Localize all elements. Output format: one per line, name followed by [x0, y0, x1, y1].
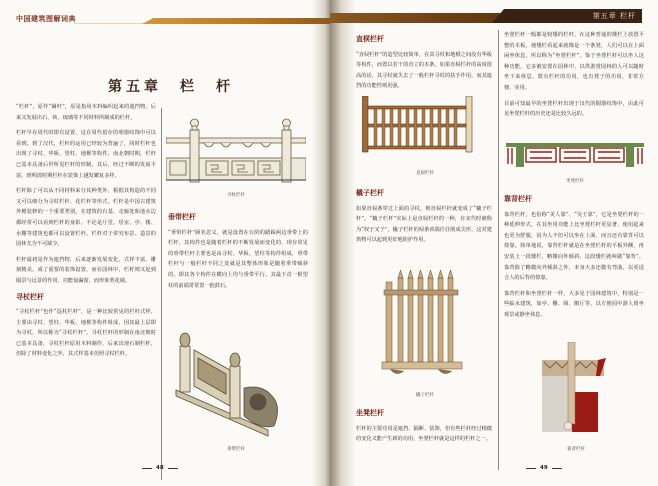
column-divider: [161, 108, 162, 480]
section-body: “直棂栏杆”的造型比较简单，在其寻杖和地栿之间没有华板等构件，而置以若干的直立的木条。如果直棂栏杆的高度很高的话，其寻杖就失去了一般栏杆寻杖的扶手作用，而其遮挡的功能性则更强。: [356, 51, 492, 90]
figure-caption: 垂带栏杆: [227, 447, 245, 452]
section-body: 靠背栏杆，也俗称“美人靠”、“吴王靠”，它是坐凳栏杆的一种延伸形式，在其坐用功能上比坐凳栏杆更显著，使用起来也更为舒服，因为人不但可以坐在上面，而且还有靠背可以倚靠。简单地说，靠背栏杆就是在坐凳栏杆的平板外侧，再安装上一段矮栏，略微向外倾斜，这段矮栏就叫做“靠背”。靠背除了略微向外倾斜之外，本身大多还微有弯曲，以更适合人的后背的倚靠。: [504, 211, 644, 282]
dash: [526, 468, 536, 469]
right-text-column-2: [504, 190, 644, 326]
section-body: “垂带栏杆”顾名思义，就是设置在台阶的踏跺两边垂带上的栏杆，其构件也是随着栏杆的不断发展而变化的，现存常见的垂带栏杆主要也是由寻杖、华板、望柱等构件组成，垂带栏杆与一般栏杆不同之处就是其整体形象是随着垂带倾斜的，即其各个构件在横向上均与垂带平行。其最下首一根望柱的前端常常置一抱鼓石。: [168, 229, 308, 289]
section-title: 靠背栏杆: [504, 195, 532, 203]
chapter-label: 第五章 栏杆: [592, 12, 636, 20]
railing-illustration: [166, 108, 306, 184]
figure-caption: 坐凳栏杆: [566, 179, 584, 184]
figure-zhiling-railing: [362, 96, 488, 154]
left-text-column-3: [356, 404, 492, 450]
header-rule: [74, 23, 154, 24]
intro-paragraph: “栏杆”，原作“阑杆”，原是指用木料编织起来的遮挡物，后来又发展出石、砖、琉璃等不同材料所制成的栏杆。: [16, 104, 156, 121]
dash: [168, 468, 178, 469]
chapter-title: 第五章 栏 杆: [108, 79, 234, 95]
book-title: 中国建筑图解词典: [16, 15, 76, 23]
railing-illustration: [380, 268, 470, 380]
left-text-column: [356, 30, 492, 97]
page-number: [142, 465, 178, 471]
railing-illustration: [506, 140, 644, 168]
spine-shadow: [330, 0, 356, 486]
intro-paragraph: 栏杆除了可以从不同材料来分其种类外，根据其构造的不同又可以细分为寻杖栏杆、花栏杆等形式。栏杆是中国古建筑外檐装修的一个重要类别，在建筑的台基、走廊处和池水边都经常可以看到栏杆的身影。不论是厅堂、居室、亭、楼、水榭等建筑也都可以设置栏杆。栏杆对于讲究布景、造景的园林尤为不可缺少。: [16, 188, 156, 248]
railing-illustration: [542, 342, 610, 434]
railing-illustration: [362, 96, 488, 154]
page-number-text: 48: [156, 465, 164, 471]
figure-qiaozi-railing: [380, 268, 470, 380]
section-title: 垂带栏杆: [168, 213, 196, 221]
section-title: 直棂栏杆: [356, 35, 384, 43]
page-number-text: 49: [540, 465, 548, 471]
left-text-column: [16, 102, 156, 365]
section-body: 靠背栏杆和坐凳栏杆一样，大多见于园林建筑中，特别是一些临水建筑，如亭、榭、阁、敞厅等，以方便园中游人倚坐观景或静坐休息。: [504, 290, 644, 318]
section-body: 如果直棂条穿过上面的寻杖，则直棂栏杆就变成了“橇子栏杆”。“橇子栏杆”实际上是直棂栏杆的一种，在宋代时被称为“杈子叉子”，橇子栏杆的棂条顶端往往削成尖形，这对建筑物可以起到更好地防护作用。: [356, 205, 492, 244]
figure-kaobei-railing: [542, 342, 610, 434]
figure-zuodeng-railing: [506, 140, 644, 168]
intro-paragraph: 栏杆最初是作为遮挡物，后来逐渐发展变化，式样丰富，雕刻精美，成了重要的装饰设置，而在园林中，栏杆则又起到隔景与远景的作用，功能似漏窗，而形象类花墙。: [16, 256, 156, 284]
figure-caption: 寻杖栏杆: [227, 193, 245, 198]
railing-illustration: [172, 322, 300, 440]
figure-xunzhang-railing: [166, 108, 306, 184]
section-body: 坐凳栏杆一般都是较矮的栏杆，在这种普通的矮栏上放置平整的木板，使矮栏看起来就像是一个条凳，人们可以在上面闲坐休息，所以称为“坐凳栏杆”。鉴于坐凳栏杆可以坐人这种功能，它多被安置在园林中，以供游赏园林的人可以随时坐下来休息，既有栏杆的功用，也有凳子的功用，非常方便、实用。: [504, 32, 644, 91]
header-bar: [142, 18, 330, 24]
right-text-column: [504, 30, 644, 125]
left-text-column-2: [356, 184, 492, 251]
page-number: [526, 465, 562, 471]
section-title: 寻杖栏杆: [16, 292, 44, 301]
dash: [142, 468, 152, 469]
figure-chuidai-railing: [172, 322, 300, 440]
spine-shadow: [312, 0, 330, 486]
section-title: 坐凳栏杆: [356, 409, 384, 417]
intro-paragraph: 栏杆早在周代时即有设置，这在周代留存的明器纹饰中可以看到。到了汉代，栏杆的运用已经较为普遍了，同时栏杆也出现了寻杖、华板、望柱、地栿等构件。南北朝时期，栏杆已基本具备后世所见栏杆的形制。其后，经过不断的发展丰富，到明清时期栏杆在装饰上越发繁复多样。: [16, 130, 156, 179]
figure-caption: 橇子栏杆: [416, 393, 434, 398]
figure-caption: 直棂栏杆: [416, 171, 434, 176]
section-title: 橇子栏杆: [356, 189, 384, 197]
column-divider: [498, 30, 499, 470]
section-body: 目前可知最早的坐凳栏杆出现于汉代的铜器纹饰中，由此可见坐凳栏杆的历史还是比较久远的。: [504, 100, 644, 118]
right-text-column: [168, 208, 308, 296]
dash: [552, 468, 562, 469]
figure-caption: 靠背栏杆: [567, 447, 585, 452]
right-page: [330, 0, 658, 486]
section-body: “寻杖栏杆”也作“巡杖栏杆”，是一种比较常见的栏杆式样，主要由寻杖、望柱、华板、地栿等构件组成，因其最上层即为寻杖，所以称为“寻杖栏杆”。寻杖栏杆的形制在南北朝时已基本具备，寻杖栏杆原用木料制作，后来出现石制栏杆，但除了材料变化之外，其式样基本仿照寻杖栏杆。: [16, 309, 156, 358]
section-body: 栏杆的主要功用是遮挡、隔断、装饰，但有些栏杆经过稍微的变化又能产生新的功用，坐凳栏杆就是这样的栏杆之一。: [356, 425, 492, 443]
